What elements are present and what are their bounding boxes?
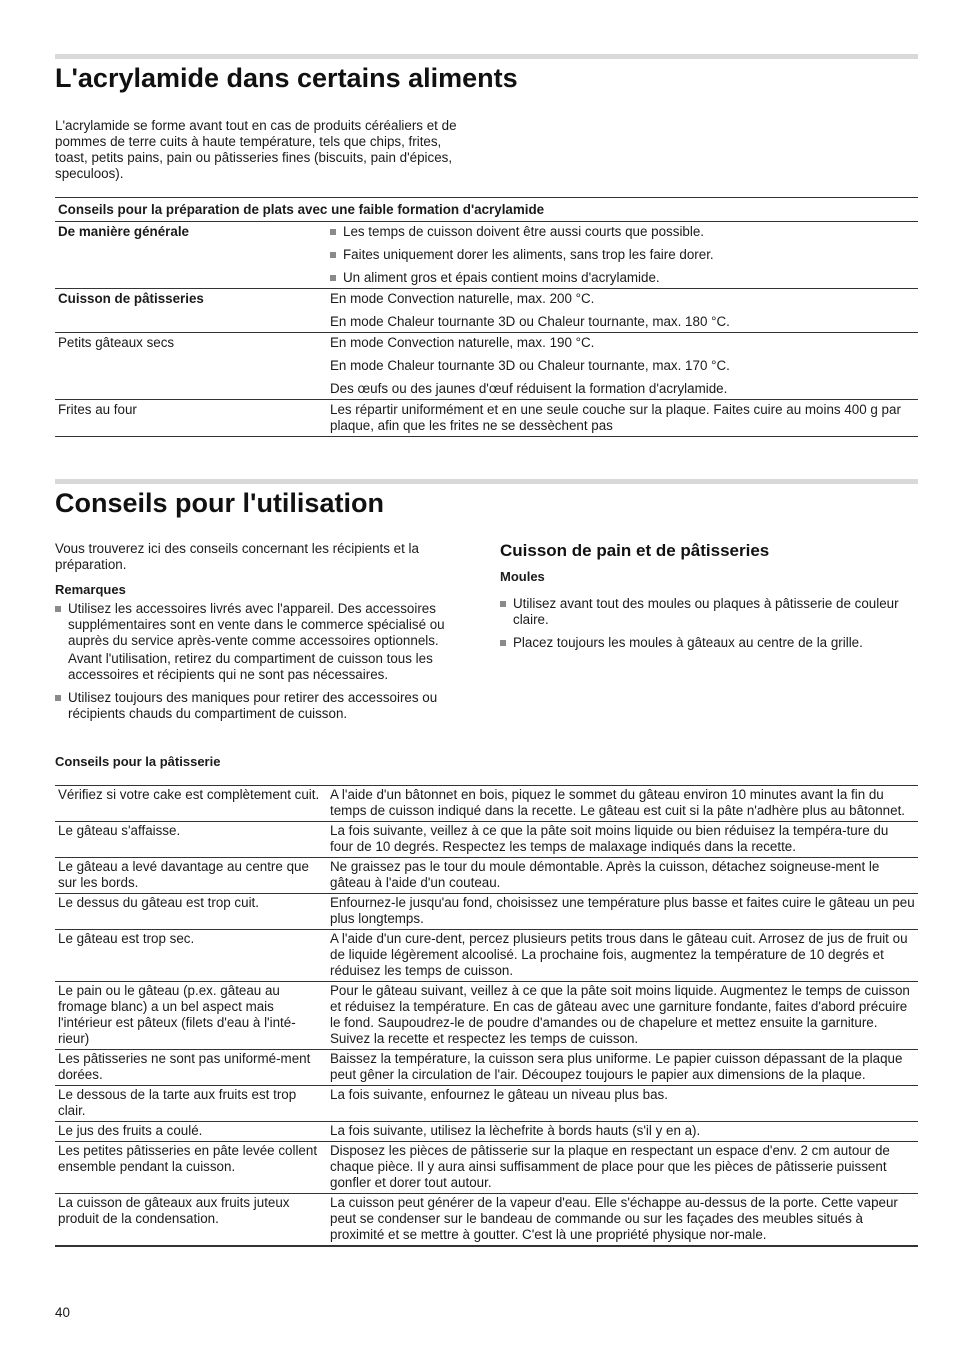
tip-solution: Enfournez-le jusqu'au fond, choisissez une température plus basse et faites cuire le gâteau un peu plus longtemps. — [327, 894, 918, 930]
table-row — [55, 858, 918, 894]
list-item: Les temps de cuisson doivent être aussi courts que possible. — [330, 224, 915, 240]
tip-problem: Le dessus du gâteau est trop cuit. — [55, 894, 327, 930]
row-content — [327, 400, 918, 437]
row-label: Cuisson de pâtisseries — [55, 289, 327, 333]
tip-solution: La fois suivante, enfournez le gâteau un niveau plus bas. — [327, 1086, 918, 1122]
row-label: Petits gâteaux secs — [55, 333, 327, 400]
tip-problem: Vérifiez si votre cake est complètement cuit. — [58, 787, 320, 802]
tip-solution: La fois suivante, utilisez la lèchefrite à bords hauts (s'il y en a). — [327, 1122, 918, 1142]
remark-text: Utilisez toujours des maniques pour retirer des accessoires ou récipients chauds du compartiment de cuisson. — [68, 690, 438, 721]
remark-extra: Avant l'utilisation, retirez du compartiment de cuisson tous les accessoires et récipients qui ne sont pas nécessaires. — [68, 651, 433, 682]
tip-problem: Le jus des fruits a coulé. — [55, 1122, 327, 1142]
acrylamide-table-body — [55, 222, 918, 437]
moules-heading: Moules — [500, 569, 545, 584]
row-line: En mode Chaleur tournante 3D ou Chaleur tournante, max. 180 °C. — [330, 314, 730, 329]
section-rule — [55, 479, 918, 484]
table-row — [55, 1142, 918, 1194]
row-content — [327, 222, 918, 289]
row-label: Frites au four — [55, 400, 327, 437]
right-column — [500, 541, 918, 651]
row-content — [327, 289, 918, 333]
tip-problem: Le pain ou le gâteau (p.ex. gâteau au fromage blanc) a un bel aspect mais l'intérieur est pâteux (filets d'eau à l'inté-rieur) — [55, 982, 327, 1050]
table-row — [55, 1086, 918, 1122]
tip-problem: Le dessous de la tarte aux fruits est trop clair. — [55, 1086, 327, 1122]
table-row — [55, 1194, 918, 1247]
list-item: Utilisez avant tout des moules ou plaques à pâtisserie de couleur claire. — [500, 596, 918, 628]
table-row — [55, 894, 918, 930]
row-line: En mode Chaleur tournante 3D ou Chaleur tournante, max. 170 °C. — [330, 358, 730, 373]
table-row — [55, 400, 918, 437]
tip-problem: Le gâteau a levé davantage au centre que sur les bords. — [55, 858, 327, 894]
row-line: En mode Convection naturelle, max. 190 °C. — [330, 335, 595, 350]
tip-solution: Disposez les pièces de pâtisserie sur la plaque en respectant un espace d'env. 2 cm autour de chaque pièce. Il y aura ainsi suffisamment de place pour que les pièces de pâtisserie puissent gonfler et dorer tout autour. — [327, 1142, 918, 1194]
row-content — [327, 333, 918, 400]
row-line: Des œufs ou des jaunes d'œuf réduisent la formation d'acrylamide. — [330, 381, 728, 396]
tip-solution: Baissez la température, la cuisson sera plus uniforme. Le papier cuisson dépassant de la plaque peut gêner la circulation de l'air. Découpez toujours le papier aux dimensions de la plaque. — [327, 1050, 918, 1086]
tip-problem: Le gâteau est trop sec. — [55, 930, 327, 982]
list-item — [55, 690, 473, 722]
tips-table — [55, 785, 918, 1247]
acrylamide-table-wrap — [55, 197, 918, 437]
subsection-title: Cuisson de pain et de pâtisseries — [500, 541, 770, 560]
table-row — [55, 333, 918, 400]
row-label: De manière générale — [58, 224, 189, 239]
acrylamide-table — [55, 197, 918, 437]
row-bullets — [330, 224, 915, 286]
list-item: Placez toujours les moules à gâteaux au centre de la grille. — [500, 635, 918, 651]
utilisation-intro: Vous trouverez ici des conseils concernant les récipients et la préparation. — [55, 541, 419, 572]
tips-heading: Conseils pour la pâtisserie — [55, 754, 221, 769]
list-item: Faites uniquement dorer les aliments, sans trop les faire dorer. — [330, 247, 915, 263]
list-item — [55, 601, 473, 683]
remarks-list — [55, 601, 473, 722]
section-rule — [55, 54, 918, 59]
tip-solution: Ne graissez pas le tour du moule démontable. Après la cuisson, détachez soigneuse-ment le gâteau à l'aide d'un couteau. — [327, 858, 918, 894]
remarks-heading: Remarques — [55, 582, 126, 597]
tip-problem: Le gâteau s'affaisse. — [55, 822, 327, 858]
tip-solution: La cuisson peut générer de la vapeur d'eau. Elle s'échappe au-dessus de la porte. Cette vapeur peut se condenser sur le bandeau de commande ou sur les façades des meubles situés à proximité et se mettre à goutter. C'est là une propriété physique nor-male. — [327, 1194, 918, 1247]
remark-text: Utilisez les accessoires livrés avec l'appareil. Des accessoires supplémentaires sont en vente dans le commerce spécialisé ou auprès du service après-vente comme accessoires optionnels. — [68, 601, 445, 648]
table-row — [55, 786, 918, 822]
row-line: Les répartir uniformément et en une seule couche sur la plaque. Faites cuire au moins 400 g par plaque, afin que les frites ne se dessèchent pas — [330, 402, 901, 433]
row-line: En mode Convection naturelle, max. 200 °C. — [330, 291, 595, 306]
list-item: Un aliment gros et épais contient moins d'acrylamide. — [330, 270, 915, 286]
table-row — [55, 982, 918, 1050]
table-row — [55, 1122, 918, 1142]
tip-solution: Pour le gâteau suivant, veillez à ce que la pâte soit moins liquide. Augmentez le temps de cuisson et réduisez la température. En cas de gâteau avec une garniture fondante, faites d'abord précuire le fond. Saupoudrez-le de poudre d'amandes ou de chapelure et mettez ensuite la garniture. Suivez la recette et respectez les temps de cuisson. — [327, 982, 918, 1050]
section-title-acrylamide: L'acrylamide dans certains aliments — [55, 63, 518, 93]
tip-solution: La fois suivante, veillez à ce que la pâte soit moins liquide ou bien réduisez la tempéra-ture du four de 10 degrés. Respectez les temps de malaxage indiqués dans la recette. — [327, 822, 918, 858]
tips-table-body — [55, 786, 918, 1247]
section-title-utilisation: Conseils pour l'utilisation — [55, 488, 384, 518]
acrylamide-intro: L'acrylamide se forme avant tout en cas de produits céréaliers et de pommes de terre cuits à haute température, tels que chips, frites, toast, petits pains, pain ou pâtisseries fines (biscuits, pain d'épices, speculoos). — [55, 118, 457, 181]
table-row — [55, 822, 918, 858]
table-row — [55, 222, 918, 289]
moules-list — [500, 596, 918, 651]
tip-problem: Les pâtisseries ne sont pas uniformé-ment dorées. — [55, 1050, 327, 1086]
tip-problem: La cuisson de gâteaux aux fruits juteux produit de la condensation. — [55, 1194, 327, 1247]
table-row — [55, 289, 918, 333]
tip-problem: Les petites pâtisseries en pâte levée collent ensemble pendant la cuisson. — [55, 1142, 327, 1194]
tip-solution: A l'aide d'un cure-dent, percez plusieurs petits trous dans le gâteau cuit. Arrosez de jus de fruit ou de liquide légèrement alcoolisé. La prochaine fois, augmentez la température de 10 degrés et réduisez les temps de cuisson. — [327, 930, 918, 982]
table-row — [55, 930, 918, 982]
tips-table-wrap — [55, 785, 918, 1247]
table-row — [55, 1050, 918, 1086]
tip-solution: A l'aide d'un bâtonnet en bois, piquez le sommet du gâteau environ 10 minutes avant la fin du temps de cuisson indiqué dans la recette. Le gâteau est cuit si la pâte n'adhère plus au bâtonnet. — [330, 787, 906, 818]
left-column — [55, 541, 473, 722]
page-number: 40 — [55, 1305, 70, 1320]
acrylamide-table-header: Conseils pour la préparation de plats avec une faible formation d'acrylamide — [55, 198, 918, 222]
